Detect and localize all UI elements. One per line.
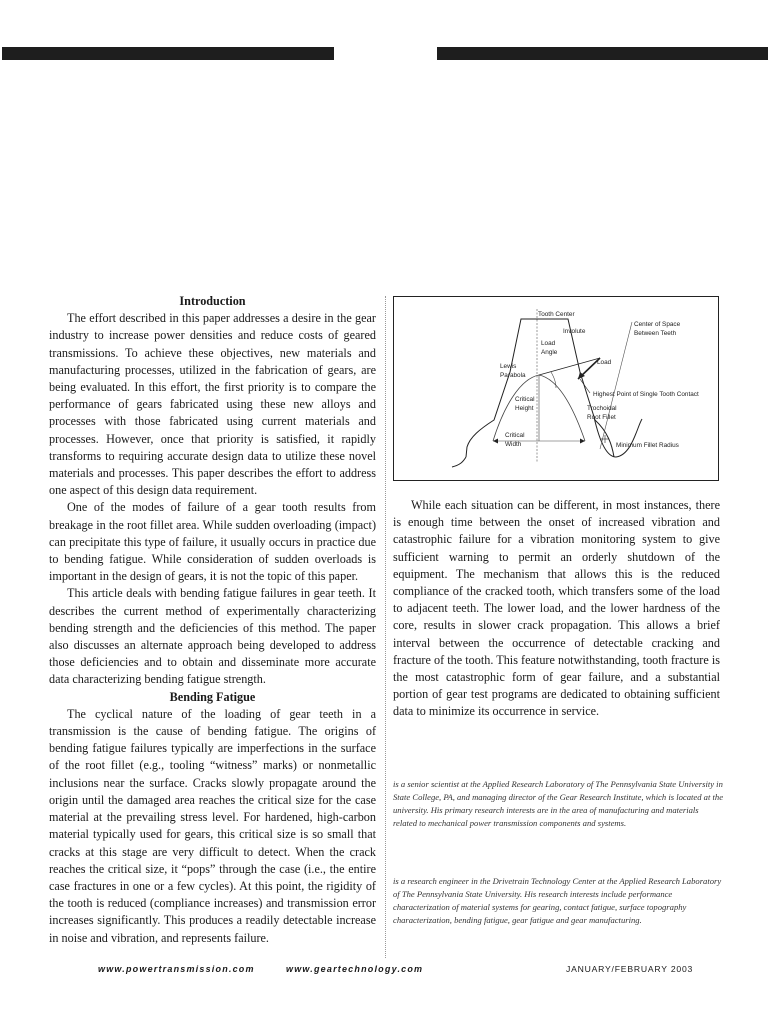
label-load-angle-2: Angle <box>541 349 558 356</box>
left-column <box>49 293 376 947</box>
label-center-of-space-1: Center of Space <box>634 321 681 328</box>
intro-paragraph-1: The effort described in this paper addresses a desire in the gear industry to increase power densities and reduce costs of geared transmissions. To achieve these objectives, new materials and manufacturing processes, utilized in the fabrication of gears, are being evaluated. In this effort, the first priority is to compare the performance of gears fabricated using these new alloys and processes with those fabricated using current materials and processes. However, once that priority is satisfied, it rapidly transforms to requiring accurate design data to utilize these novel materials and processes. This paper describes the effort to address one aspect of this design data requirement. <box>49 311 376 498</box>
header-bar-left <box>2 47 334 60</box>
label-center-of-space-2: Between Teeth <box>634 330 677 337</box>
label-lewis-parabola-2: Parabola <box>500 372 526 379</box>
label-minimum-fillet-radius: Minimum Fillet Radius <box>616 442 679 449</box>
header-bar-right <box>437 47 768 60</box>
gear-tooth-figure <box>393 296 719 481</box>
footer-date: JANUARY/FEBRUARY 2003 <box>566 964 694 974</box>
bending-paragraph-1: The cyclical nature of the loading of gear teeth in a transmission is the cause of bending fatigue. The origins of bending fatigue failures typically are imperfections in the surface of the root fillet (e.g., tooling “witness” marks) or nonmetallic inclusions near the surface. Cracks slowly propagate around the origin until the damaged area reaches the critical size for the case material at the prevailing stress level. For hardened, high-carbon material typically used for gears, this critical size is so small that cracks at this stage are very difficult to detect. When the crack reaches the critical size, it “pops” through the case (i.e., the entire case fractures in one or a few cycles). At this point, the rigidity of the tooth is reduced (compliance increases) and transmission error increases significantly. This produces a readily detectable increase in noise and vibration, and represents failure. <box>49 706 376 945</box>
label-load: Load <box>597 359 612 366</box>
label-tooth-center: Tooth Center <box>538 311 575 318</box>
label-critical-height-2: Height <box>515 405 534 412</box>
label-trochoidal-2: Root Fillet <box>587 414 616 421</box>
author-bio-2: is a research engineer in the Drivetrain Technology Center at the Applied Research Laboratory of The Pennsylvania State University. His research interests include performance characterization of material systems for gearing, contact fatigue, surface topography characterization, bending fatigue, gear fatigue and gear manufacturing. <box>393 876 722 925</box>
gear-tooth-diagram <box>394 297 720 482</box>
author-bio-1: is a senior scientist at the Applied Research Laboratory of The Pennsylvania State University in State College, PA, and managing director of the Gear Research Institute, which is located at the university. His primary research interests are in the area of manufacturing and materials related to mechanical power transmission components and systems. <box>393 779 724 828</box>
footer-website-1: www.powertransmission.com <box>98 964 255 974</box>
label-lewis-parabola-1: Lewis <box>500 363 517 370</box>
label-load-angle-1: Load <box>541 340 556 347</box>
right-paragraph-1: While each situation can be different, in most instances, there is enough time between the onset of increased vibration and catastrophic failure for a vibration monitoring system to give sufficient warning to permit an orderly shutdown of the equipment. The mechanism that allows this is the reduced compliance of the cracked tooth, which transfers some of the load to adjacent teeth. The lower load, and the lower hardness of the core, results in slower crack propagation. This allows a brief interval between the occurrence of detectable cracking and fracture of the tooth. This feature notwithstanding, tooth fracture is the most catastrophic form of gear failure, and a substantial portion of gear test programs are dedicated to obtaining sufficient data to minimize its occurrence in service. <box>393 498 720 719</box>
right-column <box>393 497 720 721</box>
footer-website-2: www.geartechnology.com <box>286 964 424 974</box>
heading-introduction: Introduction <box>179 294 246 308</box>
label-involute: Involute <box>563 328 586 335</box>
label-critical-width-1: Critical <box>505 432 525 439</box>
label-trochoidal-1: Trochoidal <box>587 405 617 412</box>
intro-paragraph-2: One of the modes of failure of a gear tooth results from breakage in the root fillet area. While sudden overloading (impact) can precipitate this type of failure, it usually occurs in practice due to bending fatigue. While consideration of sudden overloads is important in the design of gears, it is not the topic of this paper. <box>49 500 376 584</box>
label-highest-point: Highest Point of Single Tooth Contact <box>593 391 699 398</box>
label-critical-height-1: Critical <box>515 396 535 403</box>
intro-paragraph-3: This article deals with bending fatigue failures in gear teeth. It describes the current method of experimentally characterizing bending strength and the deficiencies of this method. The paper also discusses an alternate approach being developed to address those deficiencies and to obtain and disseminate more accurate data characterizing bending fatigue strength. <box>49 586 376 687</box>
heading-bending-fatigue: Bending Fatigue <box>169 689 256 704</box>
label-critical-width-2: Width <box>505 441 522 448</box>
column-divider <box>385 296 386 958</box>
